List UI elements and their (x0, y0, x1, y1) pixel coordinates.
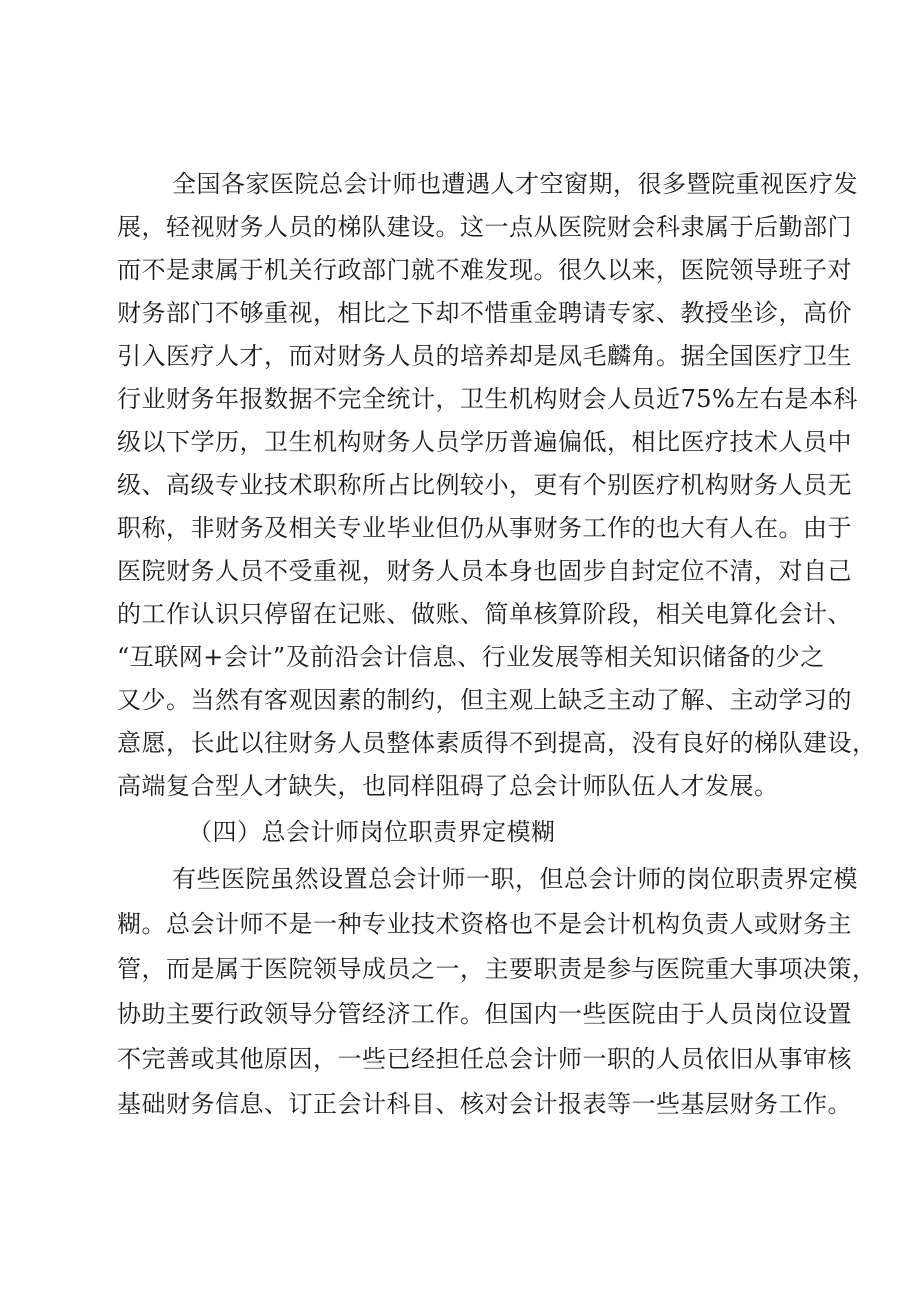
paragraph2-line-1: 有些医院虽然设置总会计师一职，但总会计师的岗位职责界定模 (172, 865, 858, 893)
paragraph2-line-5: 不完善或其他原因，一些已经担任总会计师一职的人员依旧从事审核 (117, 1045, 852, 1073)
paragraph1-line-1: 全国各家医院总会计师也遭遇人才空窗期，很多暨院重视医疗发 (172, 170, 858, 198)
paragraph1-line-2: 展，轻视财务人员的梯队建设。这一点从医院财会科隶属于后勤部门 (117, 213, 852, 241)
paragraph1-line-4: 财务部门不够重视，相比之下却不惜重金聘请专家、教授坐诊，高价 (117, 299, 852, 327)
paragraph1-line-7: 级以下学历，卫生机构财务人员学历普遍偏低，相比医疗技术人员中 (117, 428, 852, 456)
paragraph2-line-4: 协助主要行政领导分管经济工作。但国内一些医院由于人员岗位设置 (117, 1000, 852, 1028)
paragraph1-line-10: 医院财务人员不受重视，财务人员本身也固步自封定位不清，对自己 (117, 557, 852, 585)
paragraph1-line-14: 意愿，长此以往财务人员整体素质得不到提高，没有良好的梯队建设， (117, 729, 877, 757)
section-heading: （四）总会计师岗位职责界定模糊 (188, 818, 556, 846)
paragraph1-line-8: 级、高级专业技术职称所占比例较小，更有个别医疗机构财务人员无 (117, 471, 852, 499)
paragraph1-line-3: 而不是隶属于机关行政部门就不难发现。很久以来，医院领导班子对 (117, 256, 852, 284)
paragraph1-line-5: 引入医疗人才，而对财务人员的培养却是凤毛麟角。据全国医疗卫生 (117, 342, 852, 370)
paragraph1-line-12: “互联网+会计”及前沿会计信息、行业发展等相关知识储备的少之 (117, 643, 825, 671)
paragraph2-line-3: 管，而是属于医院领导成员之一，主要职责是参与医院重大事项决策， (117, 955, 877, 983)
paragraph1-line-15: 高端复合型人才缺失，也同样阻碍了总会计师队伍人才发展。 (117, 772, 779, 800)
paragraph2-line-6: 基础财务信息、订正会计科目、核对会计报表等一些基层财务工作。 (117, 1090, 852, 1118)
paragraph1-line-13: 又少。当然有客观因素的制约，但主观上缺乏主动了解、主动学习的 (117, 686, 852, 714)
paragraph2-line-2: 糊。总会计师不是一种专业技术资格也不是会计机构负责人或财务主 (117, 910, 852, 938)
paragraph1-line-11: 的工作认识只停留在记账、做账、简单核算阶段，相关电算化会计、 (117, 600, 852, 628)
paragraph1-line-6: 行业财务年报数据不完全统计，卫生机构财会人员近75%左右是本科 (117, 385, 858, 413)
paragraph1-line-9: 职称，非财务及相关专业毕业但仍从事财务工作的也大有人在。由于 (117, 514, 852, 542)
